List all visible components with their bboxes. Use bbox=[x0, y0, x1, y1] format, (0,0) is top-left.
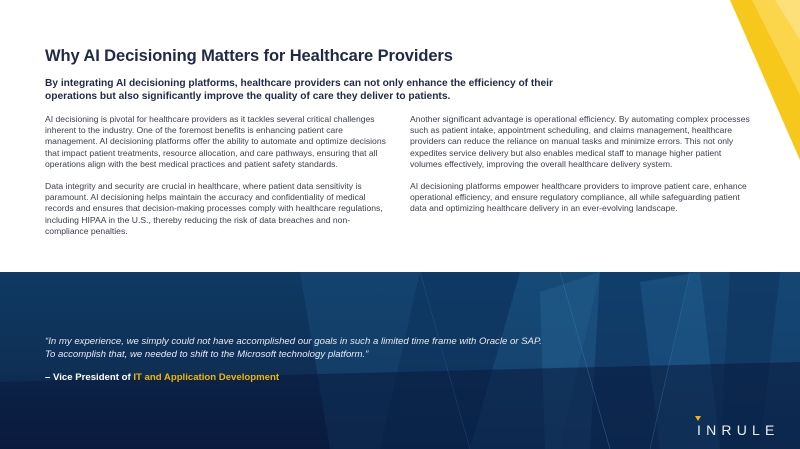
testimonial-banner bbox=[0, 272, 800, 449]
page-subtitle: By integrating AI decisioning platforms, healthcare providers can not only enhance the efficiency of their operations but also significantly improve the quality of care they deliver to patients. bbox=[45, 78, 553, 102]
paragraph-operational-efficiency: Another significant advantage is operational efficiency. By automating complex processes such as patient intake, appointment scheduling, and claims management, healthcare providers can reduce the reliance on manual tasks and minimize errors. This not only expedites service delivery but also enables medical staff to manage higher patient volumes effectively, improving the overall healthcare delivery system. bbox=[410, 114, 750, 169]
attribution-prefix: – Vice President of bbox=[45, 372, 134, 383]
testimonial-quote: “In my experience, we simply could not have accomplished our goals in such a limited time frame with Oracle or SAP. To accomplish that, we needed to shift to the Microsoft technology platform.” bbox=[45, 336, 542, 360]
inrule-logo: INRULE bbox=[697, 422, 780, 438]
attribution-highlight: IT and Application Development bbox=[133, 372, 280, 383]
page-title: Why AI Decisioning Matters for Healthcare Providers bbox=[45, 47, 453, 65]
paragraph-data-integrity: Data integrity and security are crucial in healthcare, where patient data sensitivity is paramount. AI decisioning helps maintain the accuracy and confidentiality of medical records and ensures that decision-making processes comply with healthcare regulations, including HIPAA in the U.S., thereby reducing the risk of data breaches and non-compliance penalties. bbox=[45, 181, 383, 236]
paragraph-patient-care: AI decisioning is pivotal for healthcare providers as it tackles several critical challenges inherent to the industry. One of the foremost benefits is enhancing patient care management. AI decisioning platforms offer the ability to automate and optimize decisions that impact patient treatments, resource allocation, and care pathways, ensuring that all operations align with the best medical practices and patient safety standards. bbox=[45, 114, 386, 169]
left-column bbox=[45, 114, 390, 248]
testimonial-attribution bbox=[45, 372, 279, 383]
paragraph-summary: AI decisioning platforms empower healthcare providers to improve patient care, enhance operational efficiency, and ensure regulatory compliance, all while safeguarding patient data and optimizing healthcare delivery in an ever-evolving landscape. bbox=[410, 181, 747, 214]
logo-mark-icon bbox=[695, 416, 701, 421]
right-column bbox=[410, 114, 755, 226]
